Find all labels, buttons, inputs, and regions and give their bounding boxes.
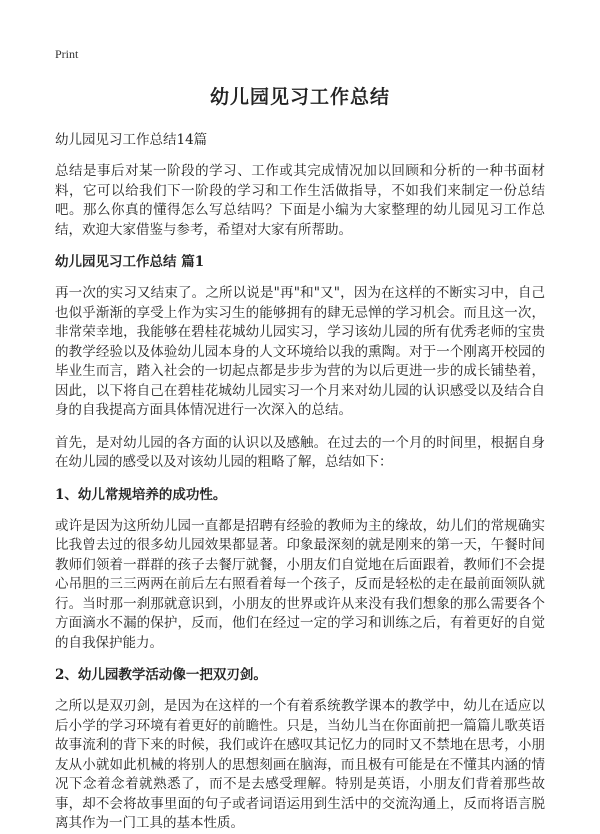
intro-paragraph: 总结是事后对某一阶段的学习、工作或其完成情况加以回顾和分析的一种书面材料，它可以给我们下一阶段的学习和工作生活做指导，不如我们来制定一份总结吧。那么你真的懂得怎么写总结吗？下面是小编为大家整理的幼儿园见习工作总结，欢迎大家借鉴与参考，希望对大家有所帮助。 [55,163,545,238]
section-heading: 幼儿园见习工作总结 篇1 [55,254,205,270]
subheading-2: 2、幼儿园教学活动像一把双刃剑。 [55,667,267,683]
paragraph-4: 之所以是双刃剑，是因为在这样的一个有着系统教学课本的教学中，幼儿在适应以后小学的学习环境有着更好的前瞻性。只是，当幼儿当在你面前把一篇篇儿歌英语故事流利的背下来的时候，我们或许在感叹其记忆力的同时又不禁地在思考，小朋友从小就如此机械的将别人的思想刻画在脑海，而且极有可能是在不懂其内涵的情况下念着念着就熟悉了，而不是去感受理解。特别是英语，小朋友们背着那些故事，却不会将故事里面的句子或者词语运用到生活中的交流沟通上，反而将语言脱离其作为一门工具的基本性质。 [55,698,545,831]
subheading-1: 1、幼儿常规培养的成功性。 [55,486,227,503]
paragraph-3: 或许是因为这所幼儿园一直都是招聘有经验的教师为主的缘故，幼儿们的常规确实比我曾去过的很多幼儿园效果都显著。印象最深刻的就是刚来的第一天，午餐时间教师们领着一群群的孩子去餐厅就餐，小朋友们自觉地在后面跟着，教师们不会提心吊胆的三三两两在前后左右照看着每一个孩子，反而是轻松的走在最前面领队就行。当时那一刹那就意识到，小朋友的世界或许从来没有我们想象的那么需要各个方面滴水不漏的保护，反而，他们在经过一定的学习和训练之后，有着更好的自觉的自我保护能力。 [55,517,545,651]
subtitle: 幼儿园见习工作总结14篇 [55,132,208,148]
print-link[interactable]: Print [55,47,79,61]
paragraph-2: 首先，是对幼儿园的各方面的认识以及感触。在过去的一个月的时间里，根据自身在幼儿园的感受以及对该幼儿园的粗略了解，总结如下： [55,434,545,470]
paragraph-1: 再一次的实习又结束了。之所以说是"再"和"又"，因为在这样的不断实习中，自己也似乎渐渐的享受上作为实习生的能够拥有的肆无忌惮的学习机会。而且这一次，非常荣幸地，我能够在碧桂花城幼儿园实习，学习该幼儿园的所有优秀老师的宝贵的教学经验以及体验幼儿园本身的人文环境给以我的熏陶。对于一个刚离开校园的毕业生而言，踏入社会的一切起点都是步步为营的为以后更进一步的成长铺垫着，因此，以下将自己在碧桂花城幼儿园实习一个月来对幼儿园的认识感受以及结合自身的自我提高方面具体情况进行一次深入的总结。 [55,285,545,418]
page-title: 幼儿园见习工作总结 [209,86,390,108]
